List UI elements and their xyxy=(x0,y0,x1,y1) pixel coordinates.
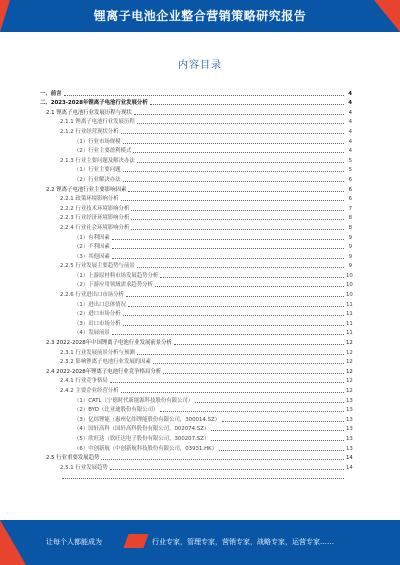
toc-leader-dots xyxy=(126,296,344,297)
toc-entry[interactable] xyxy=(40,260,352,270)
toc-entry[interactable] xyxy=(40,145,352,155)
toc-entry[interactable] xyxy=(40,97,352,107)
toc-entry-label: 2.4 2022-2028年锂离子电池行业竞争格局分析 xyxy=(46,368,162,375)
toc-entry-page: 13 xyxy=(346,426,353,433)
toc-leader-dots xyxy=(137,267,344,268)
toc-entry-page: 4 xyxy=(348,100,352,107)
toc-leader-dots xyxy=(123,171,344,172)
toc-entry-label: 2.2.2 行业技术环境影响分析 xyxy=(60,205,130,212)
toc-leader-dots xyxy=(123,325,344,326)
toc-entry[interactable] xyxy=(40,346,352,356)
toc-entry-label: （2）下游应用领域需求趋势分析 xyxy=(74,282,153,289)
toc-entry-page: 4 xyxy=(348,138,352,145)
toc-entry[interactable] xyxy=(40,125,352,135)
toc-entry-page: 8 xyxy=(348,215,352,222)
toc-leader-dots xyxy=(160,411,344,412)
toc-entry-label: （4）国轩高科（国轩高科股份有限公司，002074.SZ） xyxy=(74,426,210,433)
toc-entry-label: （5）欣旺达（欣旺达电子股份有限公司，300207.SZ） xyxy=(74,435,210,442)
toc-entry[interactable] xyxy=(40,365,352,375)
toc-entry-page: 10 xyxy=(346,272,353,279)
toc-entry-page: 9 xyxy=(348,263,352,270)
toc-entry-page: 4 xyxy=(348,90,352,97)
toc-entry-label: （1）有利因素 xyxy=(74,234,110,241)
toc-entry-page: 4 xyxy=(348,109,352,116)
toc-leader-dots xyxy=(137,162,344,163)
toc-entry-page: 13 xyxy=(346,397,353,404)
toc-entry-label: 二、2023-2028年锂离子电池行业发展分析 xyxy=(40,100,148,107)
toc-entry[interactable] xyxy=(40,106,352,116)
toc-leader-dots xyxy=(128,306,344,307)
toc-leader-dots xyxy=(121,133,344,134)
toc-entry[interactable] xyxy=(40,154,352,164)
toc-entry[interactable] xyxy=(40,413,352,423)
toc-leader-dots xyxy=(219,450,344,451)
toc-entry-page: 6 xyxy=(348,186,352,193)
toc-entry[interactable] xyxy=(40,279,352,289)
toc-entry-page: 13 xyxy=(346,407,353,414)
toc-entry-page: 6 xyxy=(348,196,352,203)
toc-entry-label: 2.3.1 行业发展前景分析与预测 xyxy=(60,349,135,356)
toc-entry-label: （2）进口市场分析 xyxy=(74,311,121,318)
toc-entry[interactable] xyxy=(40,375,352,385)
toc-entry-label: 2.5.1 行业发展趋势 xyxy=(60,464,108,471)
toc-entry-page: 14 xyxy=(346,455,353,462)
toc-entry[interactable] xyxy=(40,336,352,346)
toc-entry-page: 5 xyxy=(348,157,352,164)
toc-entry[interactable] xyxy=(40,471,352,481)
toc-title: 内容目录 xyxy=(178,60,222,71)
toc-entry-label: 2.2.6 行业进出口市场分析 xyxy=(60,292,124,299)
toc-leader-dots xyxy=(153,363,344,364)
toc-entry[interactable] xyxy=(40,317,352,327)
toc-leader-dots xyxy=(174,344,344,345)
toc-entry[interactable] xyxy=(40,183,352,193)
toc-entry-label: 2.2 锂离子电池行业主要影响因素 xyxy=(46,186,127,193)
toc-entry-label: 一、前言 xyxy=(40,90,62,97)
toc-entry-label: 2.2.3 行业经济环境影响分析 xyxy=(60,215,130,222)
toc-entry-page: 8 xyxy=(348,224,352,231)
toc-leader-dots xyxy=(64,95,344,96)
toc-leader-dots xyxy=(137,354,344,355)
toc-entry-page: 12 xyxy=(346,359,353,366)
report-title: 锂离子电池企业整合营销策略研究报告 xyxy=(93,9,307,23)
toc-leader-dots xyxy=(155,286,344,287)
toc-entry[interactable] xyxy=(40,452,352,462)
toc-entry-label: 2.2.4 行业社会环境影响分析 xyxy=(60,224,130,231)
toc-entry[interactable] xyxy=(40,193,352,203)
toc-leader-dots xyxy=(110,382,344,383)
toc-entry[interactable] xyxy=(40,423,352,433)
toc-entry[interactable] xyxy=(40,404,352,414)
report-header xyxy=(0,0,400,32)
toc-entry-page: 13 xyxy=(346,445,353,452)
toc-leader-dots xyxy=(101,459,344,460)
toc-entry-label: （1）上游原材料市场发展趋势分析 xyxy=(74,272,159,279)
toc-entry-label: 2.3 2022-2028年中国锂离子电池行业发展前景分析 xyxy=(46,340,172,347)
toc-entry-page: 9 xyxy=(348,244,352,251)
toc-entry-page: 12 xyxy=(346,340,353,347)
toc-entry[interactable] xyxy=(40,308,352,318)
toc-entry[interactable] xyxy=(40,432,352,442)
toc-entry-page: 12 xyxy=(346,349,353,356)
toc-entry[interactable] xyxy=(40,269,352,279)
toc-entry-label: 2.1.2 行业经营现状分析 xyxy=(60,128,119,135)
toc-entry-label: （3）亿纬锂能（惠州亿纬锂能股份有限公司，300014.SZ） xyxy=(74,416,221,423)
toc-entry[interactable] xyxy=(40,164,352,174)
toc-leader-dots xyxy=(131,210,344,211)
toc-entry-label: （1）进出口总体情况 xyxy=(74,301,126,308)
toc-entry-label: （2）不利因素 xyxy=(74,244,110,251)
toc-leader-dots xyxy=(110,469,344,470)
footer-banner xyxy=(0,520,400,565)
toc-entry[interactable] xyxy=(40,356,352,366)
toc-leader-dots xyxy=(163,373,344,374)
toc-entry-label: （6）中创新航（中创新航科技股份有限公司，03931.HK） xyxy=(74,445,218,452)
toc-entry-label: 2.3.2 影响锂离子电池行业发展的因素 xyxy=(60,359,151,366)
toc-entry-page: 13 xyxy=(346,435,353,442)
toc-entry-page: 11 xyxy=(346,320,353,327)
footer-slogan-left: 让每个人都能成为 xyxy=(46,538,102,546)
toc-entry-label: （3）其他因素 xyxy=(74,253,110,260)
toc-entry[interactable] xyxy=(40,87,352,97)
toc-entry-label: 2.1.1 锂离子电池行业发展历程 xyxy=(60,119,135,126)
toc-entry-page: 6 xyxy=(348,176,352,183)
toc-entry-page: 12 xyxy=(346,368,353,375)
toc-leader-dots xyxy=(150,104,344,105)
toc-leader-dots xyxy=(123,315,344,316)
footer-accent-bar xyxy=(123,534,148,548)
toc-entry[interactable] xyxy=(40,461,352,471)
toc-entry-page: 9 xyxy=(348,234,352,241)
toc-entry-label: 2.2.5 行业发展主要趋势与前景 xyxy=(60,263,135,270)
toc-leader-dots xyxy=(134,114,344,115)
toc-entry-page: 13 xyxy=(346,416,353,423)
toc-entry-label: 2.5 行业重要发展趋势 xyxy=(46,455,100,462)
toc-entry-label: （2）行业解决办法 xyxy=(74,176,121,183)
toc-entry-label: 2.1.3 行业主要问题及解决办法 xyxy=(60,157,135,164)
toc-entry-page: 14 xyxy=(346,464,353,471)
toc-entry[interactable] xyxy=(40,241,352,251)
toc-entry-page: 12 xyxy=(346,378,353,385)
toc-leader-dots xyxy=(62,478,344,479)
toc-entry-label: （2）行业主要盈利模式 xyxy=(74,148,132,155)
toc-entry-label: 2.4.1 行业竞争格局 xyxy=(60,378,108,385)
toc-entry[interactable] xyxy=(40,221,352,231)
toc-leader-dots xyxy=(121,200,344,201)
toc-entry-page: 12 xyxy=(346,388,353,394)
toc-entry[interactable] xyxy=(40,202,352,212)
toc-entry-page: 11 xyxy=(346,311,353,318)
toc-entry-label: （3）出口市场分析 xyxy=(74,320,121,327)
toc-leader-dots xyxy=(137,123,344,124)
toc-leader-dots xyxy=(211,440,344,441)
footer-slogan-right: 行业专家，管理专家，营销专家，战略专家，运营专家…… xyxy=(152,538,334,546)
toc-entry-label: （4）发展前景 xyxy=(74,330,110,337)
toc-entry-label: （1）行业市场规模 xyxy=(74,138,121,145)
toc-leader-dots xyxy=(133,152,344,153)
toc-entry[interactable] xyxy=(40,116,352,126)
toc-entry-label: （1）CATL（宁德时代新能源科技股份有限公司） xyxy=(74,397,194,404)
toc-leader-dots xyxy=(123,181,344,182)
toc-entry[interactable] xyxy=(40,394,352,404)
toc-entry[interactable] xyxy=(40,173,352,183)
toc-entry[interactable] xyxy=(40,384,352,394)
toc-leader-dots xyxy=(112,239,344,240)
toc-leader-dots xyxy=(112,334,344,335)
toc-entry-label: 2.2.1 政策环境影响分析 xyxy=(60,196,119,203)
toc-entry[interactable] xyxy=(40,135,352,145)
toc-entry[interactable] xyxy=(40,212,352,222)
table-of-contents xyxy=(40,87,352,480)
toc-leader-dots xyxy=(160,277,344,278)
toc-entry-label: 2.1 锂离子电池行业发展历程与现状 xyxy=(46,109,132,116)
toc-entry-page: 11 xyxy=(346,330,353,337)
toc-entry[interactable] xyxy=(40,298,352,308)
toc-entry-page: 4 xyxy=(348,148,352,155)
toc-entry-page: 11 xyxy=(346,301,353,308)
toc-leader-dots xyxy=(222,421,344,422)
toc-entry[interactable] xyxy=(40,231,352,241)
toc-entry[interactable] xyxy=(40,442,352,452)
toc-entry-label: 2.4.2 主要企业经营分析 xyxy=(60,388,119,394)
toc-entry-page: 9 xyxy=(348,253,352,260)
toc-entry[interactable] xyxy=(40,250,352,260)
toc-leader-dots xyxy=(195,402,344,403)
toc-leader-dots xyxy=(123,143,344,144)
toc-entry-page: 4 xyxy=(348,128,352,135)
toc-entry-page: 4 xyxy=(348,119,352,126)
toc-entry-page: 10 xyxy=(346,282,353,289)
toc-leader-dots xyxy=(128,191,344,192)
toc-entry-label: （1）行业主要问题 xyxy=(74,167,121,174)
toc-entry-page: 5 xyxy=(348,167,352,174)
toc-entry-page: 7 xyxy=(348,205,352,212)
toc-entry-label: （2）BYD（比亚迪股份有限公司） xyxy=(74,407,159,414)
toc-leader-dots xyxy=(112,258,344,259)
toc-entry[interactable] xyxy=(40,327,352,337)
toc-leader-dots xyxy=(211,430,344,431)
toc-entry[interactable] xyxy=(40,288,352,298)
toc-leader-dots xyxy=(112,248,344,249)
toc-leader-dots xyxy=(131,229,344,230)
toc-leader-dots xyxy=(131,219,344,220)
toc-leader-dots xyxy=(121,392,344,393)
footer-accent-stripe xyxy=(0,520,26,565)
toc-entry-page: 10 xyxy=(346,292,353,299)
